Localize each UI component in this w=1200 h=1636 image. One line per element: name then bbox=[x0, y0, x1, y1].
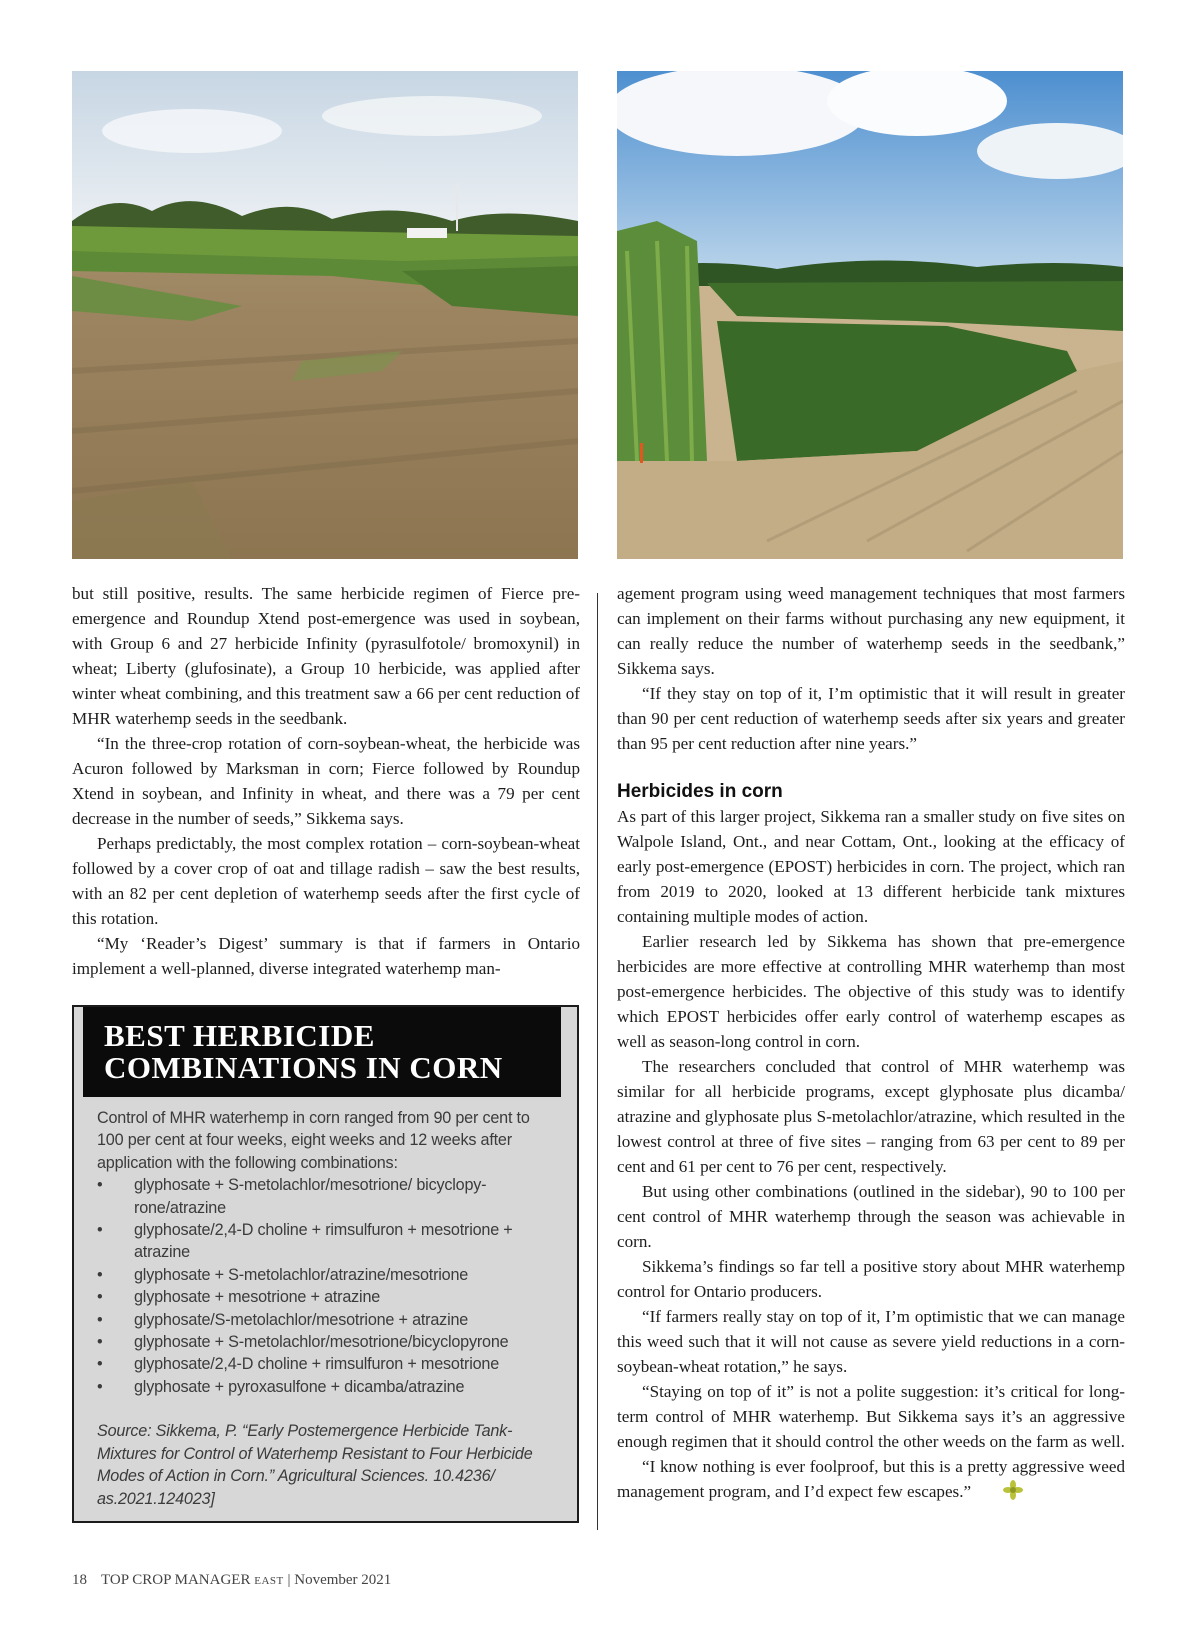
column-divider bbox=[597, 593, 598, 1530]
bullet-icon: • bbox=[97, 1265, 103, 1284]
sidebar-source-citation: Source: Sikkema, P. “Early Postemergence Herbicide Tank-Mixtures for Control of Waterhemp Resistant to Four Herbicide Modes of Action in Corn.” Agricultural Sciences. 10.4236/ as.2021.124023] bbox=[97, 1422, 533, 1508]
bullet-icon: • bbox=[97, 1221, 103, 1240]
bullet-icon: • bbox=[97, 1310, 103, 1329]
sidebar-title-line: BEST HERBICIDE bbox=[104, 1018, 375, 1053]
bullet-icon: • bbox=[97, 1176, 103, 1195]
sidebar-body bbox=[97, 1107, 557, 1510]
body-paragraph: The researchers concluded that control of MHR waterhemp was similar for all herbicide programs, except glyphosate plus dicamba/ atrazine and glyphosate plus S-metolachlor/atrazine, which resulted in the lowest control at three of five sites – ranging from 63 per cent to 89 per cent and 61 per cent to 76 per cent, respectively. bbox=[617, 1057, 1125, 1176]
closing-paragraph-text: “I know nothing is ever foolproof, but this is a pretty aggressive weed management program, and I’d expect few escapes.” bbox=[617, 1457, 1125, 1501]
combination-list bbox=[97, 1174, 557, 1398]
list-item bbox=[97, 1174, 557, 1219]
sidebar-title-line: COMBINATIONS IN CORN bbox=[104, 1050, 503, 1085]
list-item bbox=[97, 1286, 557, 1308]
list-item bbox=[97, 1219, 557, 1264]
publication-edition: EAST bbox=[254, 1575, 284, 1587]
right-column bbox=[617, 581, 1125, 1508]
photo-herbicide-plots-left bbox=[72, 71, 578, 559]
list-item bbox=[97, 1264, 557, 1286]
body-paragraph: But using other combinations (outlined in the sidebar), 90 to 100 per cent control of MHR waterhemp through the season was achievable in corn. bbox=[617, 1182, 1125, 1251]
sidebar-best-herbicide-combinations bbox=[72, 1005, 579, 1523]
leaf-flourish-icon bbox=[977, 1479, 1024, 1508]
combination-text: glyphosate/S-metolachlor/mesotrione + atrazine bbox=[134, 1310, 469, 1329]
combination-text: glyphosate + S-metolachlor/mesotrione/bicyclopyrone bbox=[134, 1333, 509, 1352]
sidebar-title bbox=[104, 1020, 554, 1084]
closing-paragraph bbox=[617, 1454, 1125, 1508]
photo-corn-soybean-plots-right bbox=[617, 71, 1123, 559]
combination-text: glyphosate + mesotrione + atrazine bbox=[134, 1288, 381, 1307]
bullet-icon: • bbox=[97, 1333, 103, 1352]
body-paragraph: but still positive, results. The same herbicide regimen of Fierce pre-emergence and Roundup Xtend post-emergence was used in soybean, with Group 6 and 27 herbicide Infinity (pyrasulfotole/ bromoxynil) in wheat; Liberty (glufosinate), a Group 10 herbicide, was applied after winter wheat combining, and this treatment saw a 66 per cent reduction of MHR waterhemp seeds in the seedbank. bbox=[72, 584, 580, 728]
bullet-icon: • bbox=[97, 1355, 103, 1374]
combination-text: glyphosate + pyroxasulfone + dicamba/atrazine bbox=[134, 1377, 465, 1396]
publication-name: TOP CROP MANAGER bbox=[101, 1572, 251, 1588]
list-item bbox=[97, 1309, 557, 1331]
body-paragraph: “My ‘Reader’s Digest’ summary is that if farmers in Ontario implement a well-planned, diverse integrated waterhemp man- bbox=[72, 934, 580, 978]
body-paragraph: “If farmers really stay on top of it, I’m optimistic that we can manage this weed such that it will not cause as severe yield reductions in a corn-soybean-wheat rotation,” he says. bbox=[617, 1307, 1125, 1376]
body-paragraph: “Staying on top of it” is not a polite suggestion: it’s critical for long-term control of MHR waterhemp. But Sikkema says it’s an aggressive enough regimen that it should control the other weeds on the farm as well. bbox=[617, 1382, 1125, 1451]
left-column bbox=[72, 581, 580, 981]
page-footer bbox=[72, 1572, 391, 1589]
combination-text: glyphosate/2,4-D choline + rimsulfuron + mesotrione + atrazine bbox=[134, 1221, 513, 1262]
combination-text: glyphosate/2,4-D choline + rimsulfuron + mesotrione bbox=[134, 1355, 500, 1374]
body-paragraph: Perhaps predictably, the most complex rotation – corn-soybean-wheat followed by a cover crop of oat and tillage radish – saw the best results, with an 82 per cent depletion of waterhemp seeds after the first cycle of this rotation. bbox=[72, 834, 580, 928]
issue-date: | November 2021 bbox=[287, 1572, 392, 1588]
body-paragraph: Earlier research led by Sikkema has shown that pre-emergence herbicides are more effective at controlling MHR waterhemp than most post-emergence herbicides. The objective of this study was to identify which EPOST herbicides offer early control of waterhemp escapes as well as season-long control in corn. bbox=[617, 932, 1125, 1051]
body-paragraph: Sikkema’s findings so far tell a positive story about MHR waterhemp control for Ontario producers. bbox=[617, 1257, 1125, 1301]
body-paragraph: agement program using weed management techniques that most farmers can implement on their farms without purchasing any new equipment, it can really reduce the number of waterhemp seeds in the seedbank,” Sikkema says. bbox=[617, 584, 1125, 678]
list-item bbox=[97, 1331, 557, 1353]
body-paragraph: “If they stay on top of it, I’m optimistic that it will result in greater than 90 per cent reduction of waterhemp seeds after six years and greater than 95 per cent reduction after nine years.” bbox=[617, 684, 1125, 753]
sidebar-header bbox=[83, 1007, 561, 1097]
bullet-icon: • bbox=[97, 1377, 103, 1396]
page-number: 18 bbox=[72, 1572, 87, 1588]
sidebar-intro: Control of MHR waterhemp in corn ranged from 90 per cent to 100 per cent at four weeks, eight weeks and 12 weeks after application with the following combinations: bbox=[97, 1109, 530, 1172]
list-item bbox=[97, 1353, 557, 1375]
body-paragraph: “In the three-crop rotation of corn-soybean-wheat, the herbicide was Acuron followed by Marksman in corn; Fierce followed by Roundup Xtend in soybean, and Infinity in wheat, and there was a 79 per cent decrease in the number of seeds,” Sikkema says. bbox=[72, 734, 580, 828]
section-subheading: Herbicides in corn bbox=[617, 781, 783, 802]
combination-text: glyphosate + S-metolachlor/atrazine/mesotrione bbox=[134, 1265, 469, 1284]
combination-text: glyphosate + S-metolachlor/mesotrione/ bicyclopy-rone/atrazine bbox=[134, 1176, 487, 1217]
body-paragraph: As part of this larger project, Sikkema ran a smaller study on five sites on Walpole Island, Ont., and near Cottam, Ont., looking at the efficacy of early post-emergence (EPOST) herbicides in corn. The project, which ran from 2019 to 2020, looked at 13 different herbicide tank mixtures containing multiple modes of action. bbox=[617, 807, 1125, 926]
bullet-icon: • bbox=[97, 1288, 103, 1307]
list-item bbox=[97, 1376, 557, 1398]
